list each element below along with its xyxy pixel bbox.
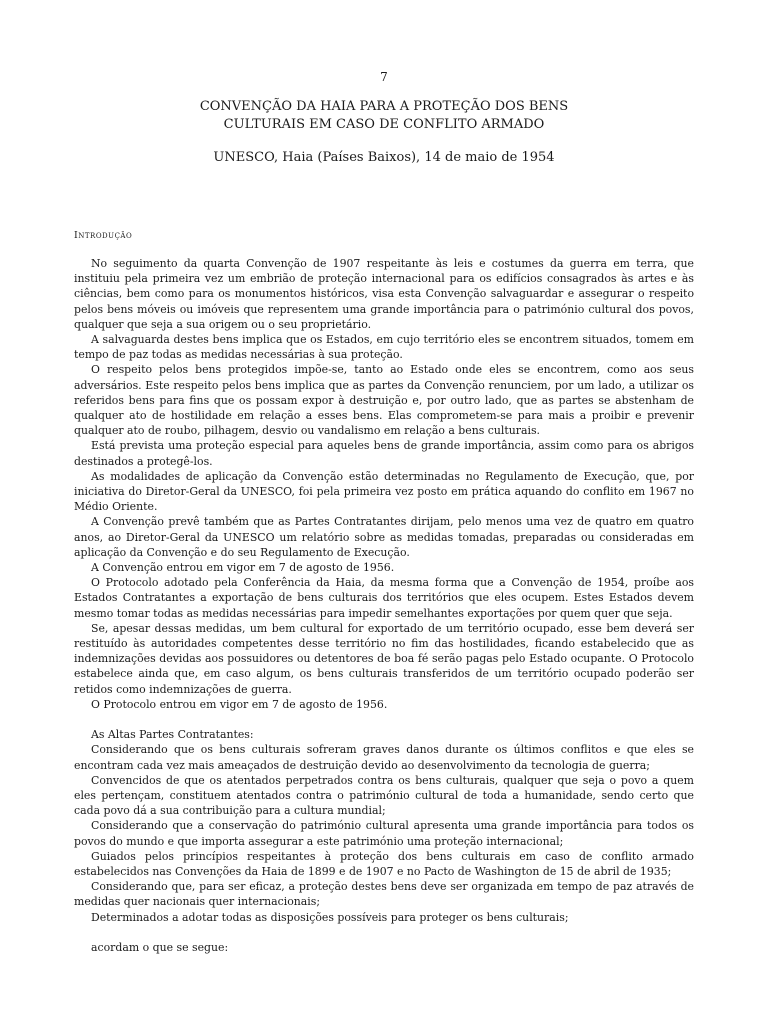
paragraph: Guiados pelos princípios respeitantes à proteção dos bens culturais em caso de conflito armado estabelecidos nas Convenções da Haia de 1899 e de 1907 e no Pacto de Washington de 15 de abril de 1935; (74, 849, 694, 878)
document-body (74, 256, 694, 955)
paragraph: Considerando que os bens culturais sofreram graves danos durante os últimos conflitos e que eles se encontram cada vez mais ameaçados de destruição devido ao desenvolvimento da tecnologia de guerra; (74, 743, 694, 772)
title-line-1: CONVENÇÃO DA HAIA PARA A PROTEÇÃO DOS BENS (199, 99, 569, 114)
page-number: 7 (380, 70, 388, 84)
paragraph: O Protocolo adotado pela Conferência da Haia, da mesma forma que a Convenção de 1954, proíbe aos Estados Contratantes a exportação de bens culturais dos territórios que eles ocupem. Estes Estados devem mesmo tomar todas as medidas necessárias para impedir semelhantes exportações por quem quer que seja. (74, 576, 694, 620)
paragraph: A Convenção entrou em vigor em 7 de agosto de 1956. (91, 561, 395, 575)
paragraph: A salvaguarda destes bens implica que os Estados, em cujo território eles se encontrem situados, tomem em tempo de paz todas as medidas necessárias à sua proteção. (74, 333, 694, 362)
paragraph: No seguimento da quarta Convenção de 1907 respeitante às leis e costumes da guerra em terra, que instituiu pela primeira vez um embrião de proteção internacional para os edifícios consagrados às artes e às ciências, bem como para os monumentos históricos, visa esta Convenção salvaguardar e assegurar o respeito pelos bens móveis ou imóveis que representem uma grande importância para o património cultural dos povos, qualquer que seja a sua origem ou o seu proprietário. (74, 257, 694, 331)
paragraph: Considerando que a conservação do património cultural apresenta uma grande importância para todos os povos do mundo e que importa assegurar a este património uma proteção internacional; (74, 819, 694, 848)
paragraph: O respeito pelos bens protegidos impõe-se, tanto ao Estado onde eles se encontrem, como aos seus adversários. Este respeito pelos bens implica que as partes da Convenção renunciem, por um lado, a utilizar os referidos bens para fins que os possam expor à destruição e, por outro lado, que as partes se abstenham de qualquer ato de hostilidade em relação a esses bens. Elas comprometem-se para mais a proibir e prevenir qualquer ato de roubo, pilhagem, desvio ou vandalismo em relação a bens culturais. (74, 363, 694, 438)
paragraph: Se, apesar dessas medidas, um bem cultural for exportado de um território ocupado, esse bem deverá ser restituído às autoridades competentes desse território no fim das hostilidades, ficando estabelecido que as indemnizações devidas aos possuidores ou detentores de boa fé serão pagas pelo Estado ocupante. O Protocolo estabelece ainda que, em caso algum, os bens culturais transferidos de um território ocupado poderão ser retidos como indemnizações de guerra. (74, 621, 694, 696)
document-subtitle: UNESCO, Haia (Países Baixos), 14 de maio de 1954 (213, 150, 555, 165)
paragraph: Considerando que, para ser eficaz, a proteção destes bens deve ser organizada em tempo de paz através de medidas quer nacionais quer internacionais; (74, 880, 694, 909)
document-title (0, 98, 768, 134)
paragraph: Está prevista uma proteção especial para aqueles bens de grande importância, assim como para os abrigos destinados a protegê-los. (74, 439, 694, 468)
title-line-2: CULTURAIS EM CASO DE CONFLITO ARMADO (223, 117, 545, 132)
paragraph: Convencidos de que os atentados perpetrados contra os bens culturais, qualquer que seja o povo a quem eles pertençam, constituem atentados contra o património cultural de toda a humanidade, sendo certo que cada povo dá a sua contribuição para a cultura mundial; (74, 773, 694, 818)
paragraph: Determinados a adotar todas as disposições possíveis para proteger os bens culturais; (91, 910, 569, 924)
paragraph: As Altas Partes Contratantes: (91, 728, 254, 742)
paragraph: A Convenção prevê também que as Partes Contratantes dirijam, pelo menos uma vez de quatro em quatro anos, ao Diretor-Geral da UNESCO um relatório sobre as medidas tomadas, preparadas ou consideradas em aplicação da Convenção e do seu Regulamento de Execução. (74, 515, 694, 559)
section-heading: Introdução (74, 230, 133, 241)
paragraph: As modalidades de aplicação da Convenção estão determinadas no Regulamento de Execução, que, por iniciativa do Diretor-Geral da UNESCO, foi pela primeira vez posto em prática aquando do conflito em 1967 no Médio Oriente. (74, 469, 694, 514)
paragraph: O Protocolo entrou em vigor em 7 de agosto de 1956. (91, 697, 388, 711)
paragraph: acordam o que se segue: (91, 940, 229, 954)
